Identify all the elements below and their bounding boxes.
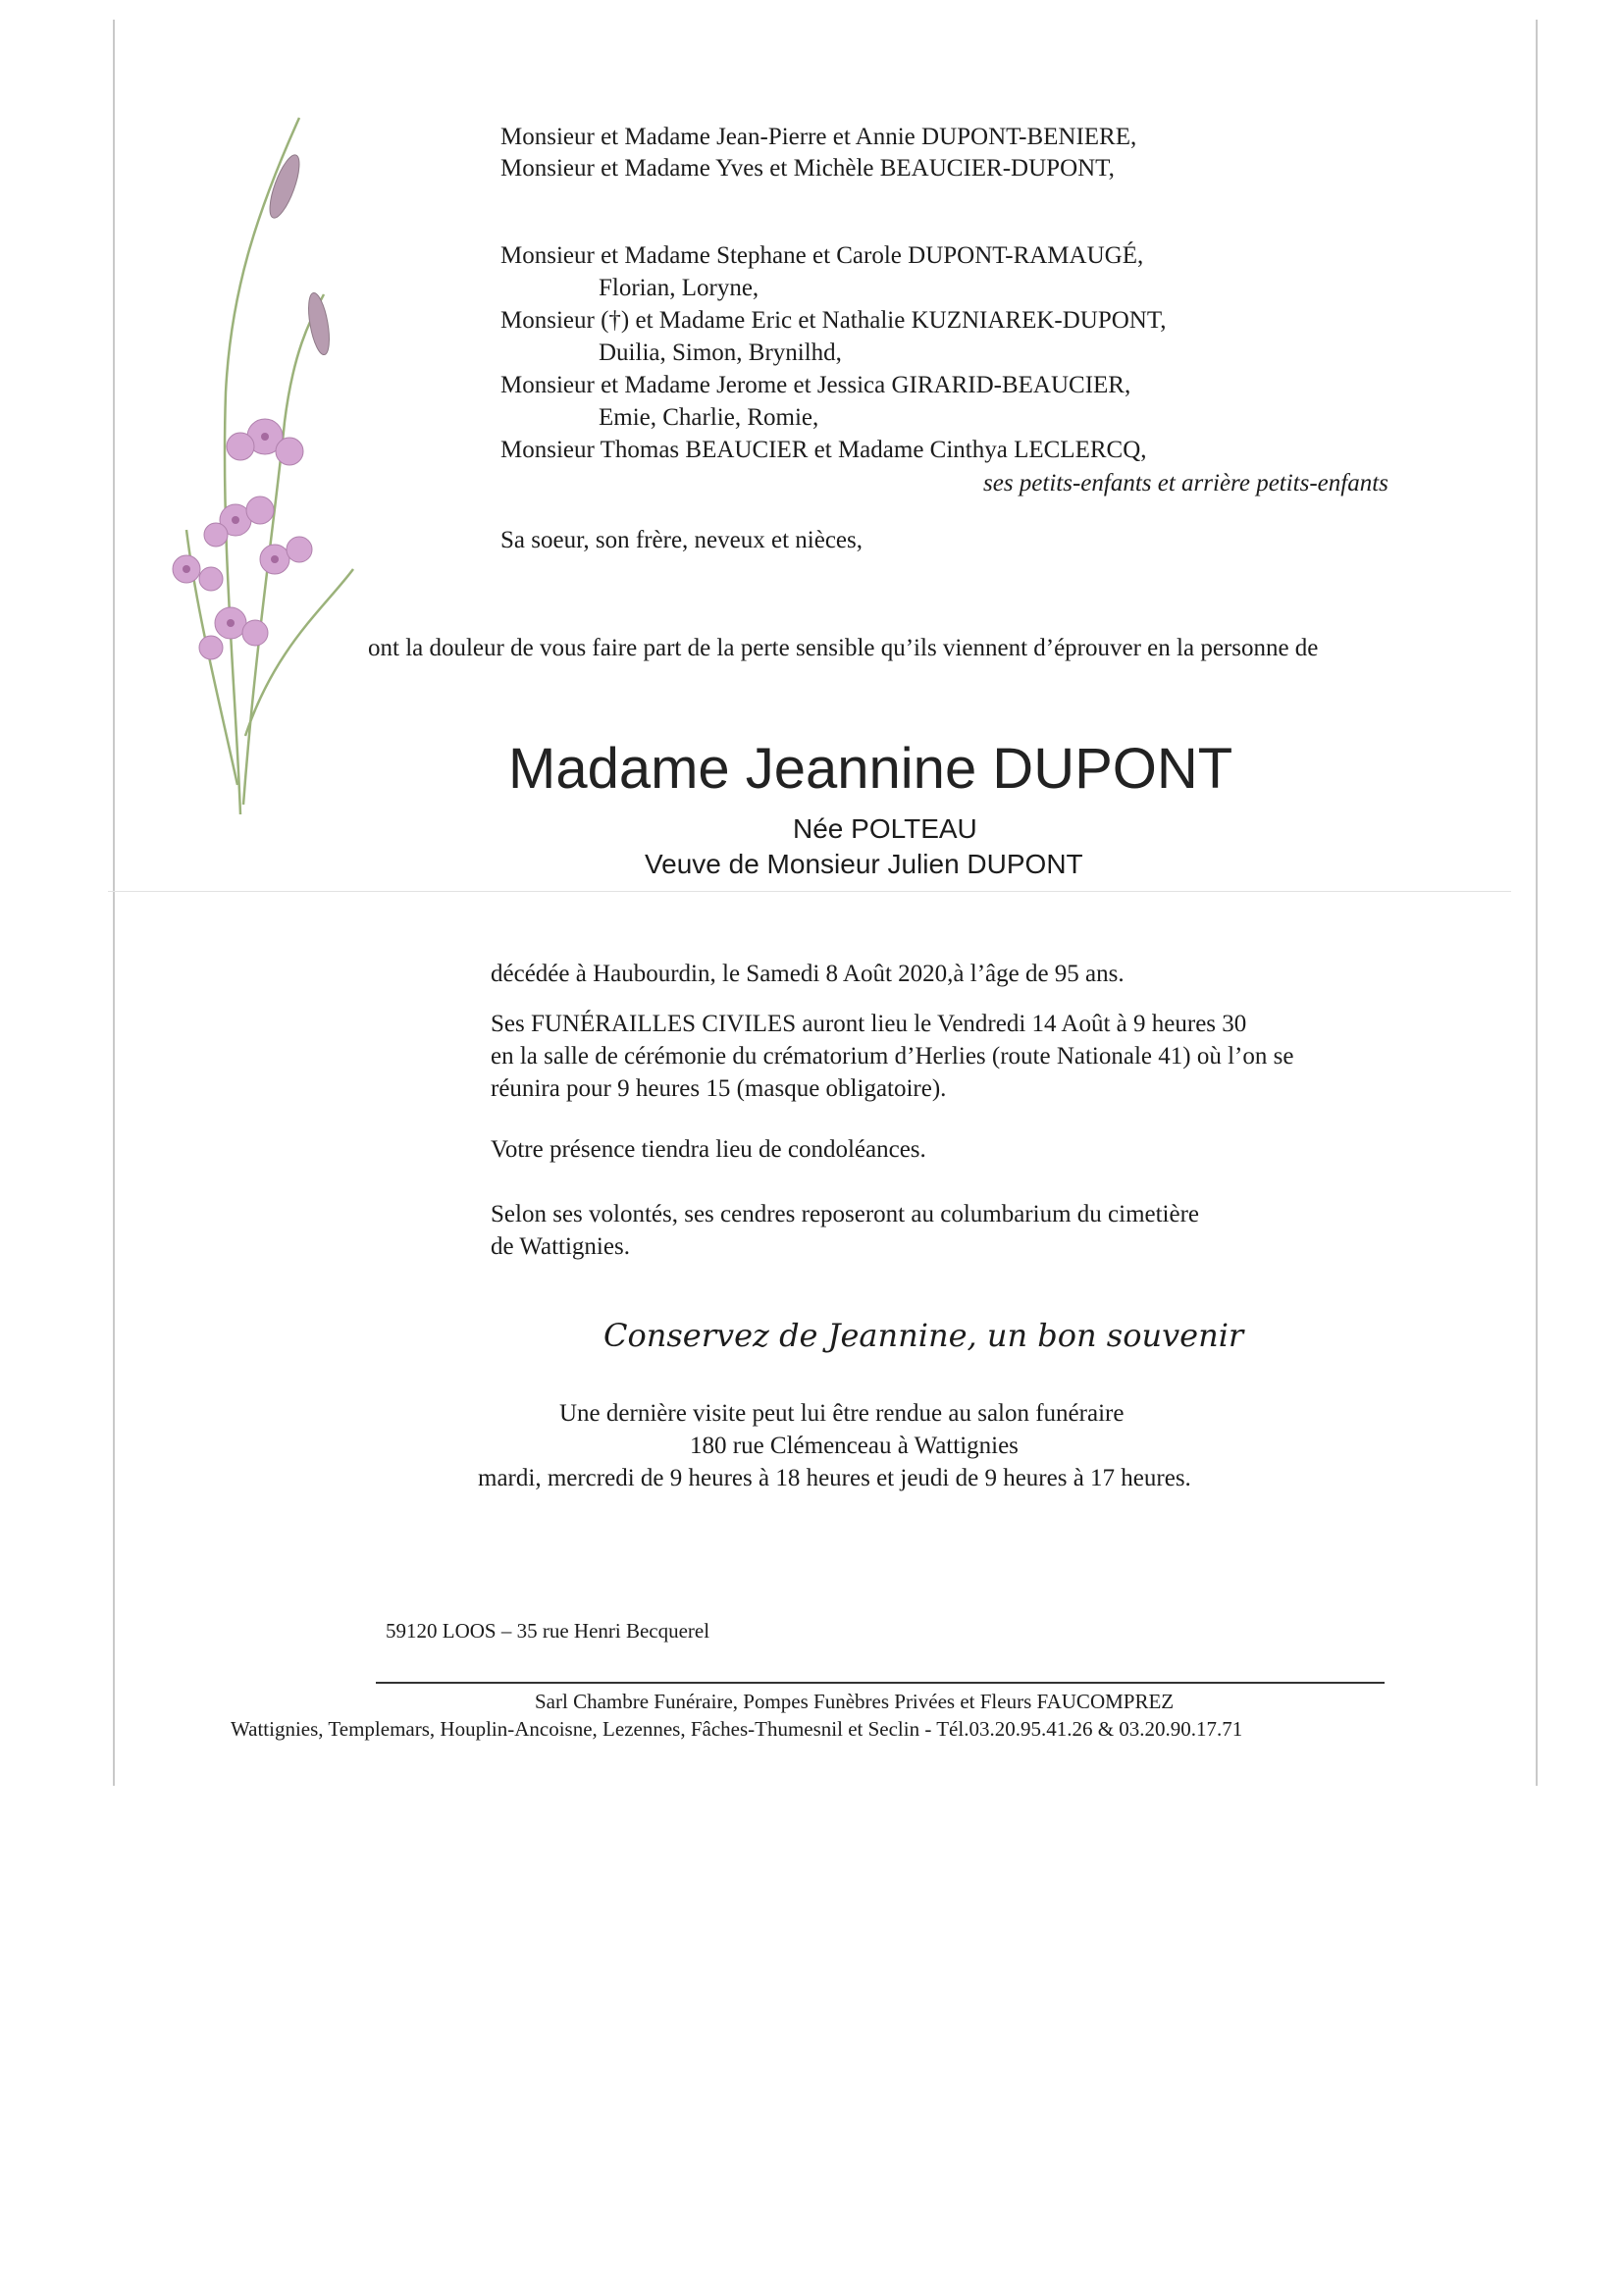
ashes-line-1: Selon ses volontés, ses cendres reposeront au columbarium du cimetière xyxy=(491,1201,1200,1227)
grandchildren-line-5: Monsieur et Madame Jerome et Jessica GIRARID-BEAUCIER, xyxy=(500,372,1131,398)
card-fold-line xyxy=(108,891,1511,892)
funeral-line-2: en la salle de cérémonie du crématorium d’Herlies (route Nationale 41) où l’on se xyxy=(491,1043,1294,1070)
grandchildren-line-6: Emie, Charlie, Romie, xyxy=(599,404,819,431)
visit-line-3: mardi, mercredi de 9 heures à 18 heures et jeudi de 9 heures à 17 heures. xyxy=(478,1465,1191,1491)
funeral-line-3: réunira pour 9 heures 15 (masque obligatoire). xyxy=(491,1075,947,1102)
floral-illustration xyxy=(128,98,373,824)
company-line: Sarl Chambre Funéraire, Pompes Funèbres Privées et Fleurs FAUCOMPREZ xyxy=(535,1690,1175,1713)
grandchildren-caption: ses petits-enfants et arrière petits-enfants xyxy=(983,470,1388,496)
maiden-name: Née POLTEAU xyxy=(793,813,977,844)
card-right-edge xyxy=(1536,20,1538,1786)
footer-rule xyxy=(376,1682,1385,1684)
presence-line: Votre présence tiendra lieu de condoléances. xyxy=(491,1136,926,1163)
widow-of-line: Veuve de Monsieur Julien DUPONT xyxy=(645,849,1083,879)
funeral-line-1: Ses FUNÉRAILLES CIVILES auront lieu le Vendredi 14 Août à 9 heures 30 xyxy=(491,1011,1247,1037)
souvenir-line: Conservez de Jeannine, un bon souvenir xyxy=(603,1317,1244,1354)
announcement-line: ont la douleur de vous faire part de la perte sensible qu’ils viennent d’éprouver en la personne de xyxy=(368,635,1319,661)
visit-line-2: 180 rue Clémenceau à Wattignies xyxy=(690,1433,1019,1459)
grandchildren-line-1: Monsieur et Madame Stephane et Carole DUPONT-RAMAUGÉ, xyxy=(500,242,1144,269)
death-line: décédée à Haubourdin, le Samedi 8 Août 2020,à l’âge de 95 ans. xyxy=(491,961,1125,987)
locations-phone-line: Wattignies, Templemars, Houplin-Ancoisne, Lezennes, Fâches-Thumesnil et Seclin - Tél.03.20.95.41.26 & 03.20.90.17.71 xyxy=(231,1717,1243,1741)
grandchildren-line-7: Monsieur Thomas BEAUCIER et Madame Cinthya LECLERCQ, xyxy=(500,437,1147,463)
family-line-2: Monsieur et Madame Yves et Michèle BEAUCIER-DUPONT, xyxy=(500,155,1115,182)
address-line: 59120 LOOS – 35 rue Henri Becquerel xyxy=(386,1619,710,1643)
grandchildren-line-4: Duilia, Simon, Brynilhd, xyxy=(599,339,842,366)
family-line-1: Monsieur et Madame Jean-Pierre et Annie DUPONT-BENIERE, xyxy=(500,124,1137,150)
grandchildren-line-3: Monsieur (†) et Madame Eric et Nathalie KUZNIAREK-DUPONT, xyxy=(500,307,1167,334)
card-left-edge xyxy=(113,20,115,1786)
deceased-name: Madame Jeannine DUPONT xyxy=(508,737,1233,801)
ashes-line-2: de Wattignies. xyxy=(491,1233,630,1260)
visit-line-1: Une dernière visite peut lui être rendue au salon funéraire xyxy=(559,1400,1125,1427)
grandchildren-line-2: Florian, Loryne, xyxy=(599,275,759,301)
siblings-line: Sa soeur, son frère, neveux et nièces, xyxy=(500,527,863,553)
